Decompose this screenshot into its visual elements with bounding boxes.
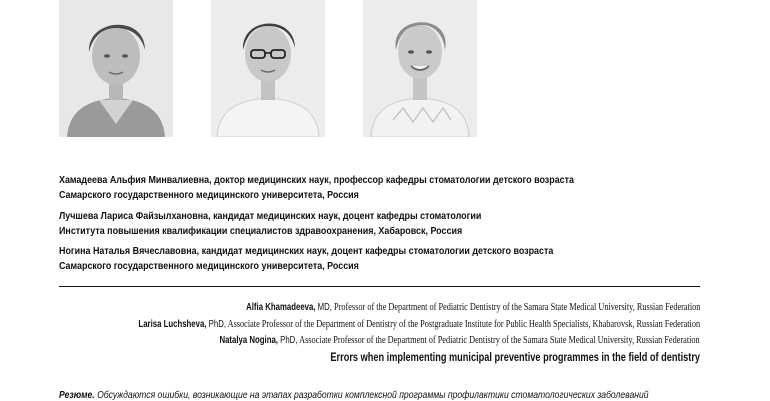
author-ru-affiliation: Самарского государственного медицинского университета, Россия	[59, 261, 359, 272]
author-en-affiliation: Professor of the Department of Pediatric Dentistry of the Samara State Medical University, Russian Federation	[331, 302, 700, 313]
author-photo-luchsheva	[211, 0, 325, 137]
author-en-2	[138, 318, 700, 331]
author-ru-affiliation: Института повышения квалификации специалистов здравоохранения, Хабаровск, Россия	[59, 226, 463, 237]
author-en-affiliation: Associate Professor of the Department of Dentistry of the Postgraduate Institute for Public Health Specialists, Khabarovsk, Russian Federation	[225, 319, 700, 330]
author-ru-1	[59, 173, 574, 203]
english-article-title: Errors when implementing municipal preventive programmes in the field of dentistry	[330, 352, 700, 364]
section-divider	[59, 286, 700, 287]
portrait-illustration	[211, 0, 325, 137]
author-ru-name: Лучшева Лариса Файзылхановна,	[59, 211, 211, 222]
author-en-degree: PhD,	[206, 319, 226, 330]
author-en-degree: PhD,	[278, 335, 298, 346]
author-ru-name: Ногина Наталья Вячеславовна,	[59, 246, 200, 257]
author-photo-nogina	[363, 0, 477, 137]
author-ru-3	[59, 244, 553, 274]
author-en-name: Larisa Luchsheva,	[138, 319, 207, 330]
abstract-label: Резюме.	[59, 389, 95, 401]
author-en-name: Natalya Nogina,	[219, 335, 279, 346]
author-en-affiliation: Associate Professor of the Department of Pediatric Dentistry of the Samara State Medical University, Russian Federation	[297, 335, 700, 346]
portrait-illustration	[59, 0, 173, 137]
abstract-text: Обсуждаются ошибки, возникающие на этапах разработки комплексной программы профилактики стоматологических заболеваний	[94, 389, 649, 401]
author-en-1	[246, 301, 700, 314]
author-photo-khamadeeva	[59, 0, 173, 137]
author-ru-2	[59, 209, 481, 239]
author-ru-title: кандидат медицинских наук, доцент кафедры стоматологии детского возраста	[199, 246, 554, 257]
abstract	[59, 389, 649, 401]
author-ru-affiliation: Самарского государственного медицинского университета, Россия	[59, 190, 359, 201]
author-ru-title: доктор медицинских наук, профессор кафедры стоматологии детского возраста	[211, 175, 574, 186]
portrait-illustration	[363, 0, 477, 137]
author-en-name: Alfia Khamadeeva,	[245, 302, 316, 313]
author-en-degree: MD,	[315, 302, 332, 313]
author-ru-name: Хамадеева Альфия Минвалиевна,	[59, 175, 212, 186]
author-en-3	[220, 334, 700, 347]
author-ru-title: кандидат медицинских наук, доцент кафедры стоматологии	[210, 211, 482, 222]
